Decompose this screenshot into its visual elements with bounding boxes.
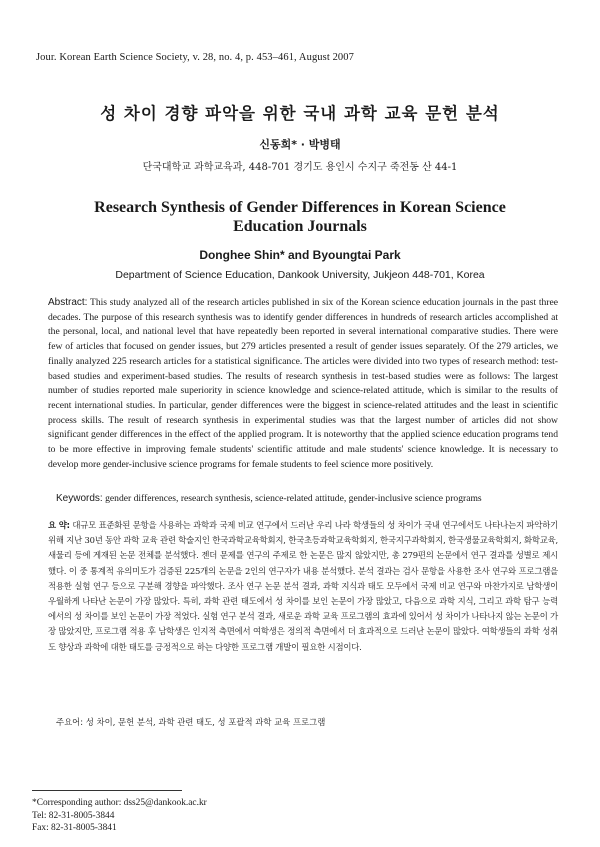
korean-abstract-text: 대규모 표준화된 문항을 사용하는 과학과 국제 비교 연구에서 드러난 우리 나라 학생들의 성 차이가 국내 연구에서도 나타나는지 파악하기 위해 지난 30년 동안 과학 교육 관련 학술지인 한국과학교육학회지, 한국초등과학교육학회지, 한국지구과학회지, 한국생물교육학회지, 화학교육, 새물리 등에 게재된 논문 전체를 분석했다. 젠더 문제를 연구의 주제로 한 논문은 많지 않았지만, 총 279편의 논문에서 연구 결과를 성별로 제시했다. 이 중 통계적 유의미도가 검증된 225개의 논문을 2인의 연구자가 내용 분석했다. 분석 결과는 검사 문항을 사용한 조사 연구와 프로그램을 적용한 실험 연구 등으로 구분해 경향을 파악했다. 조사 연구 논문 분석 결과, 과학 지식과 태도 모두에서 국제 비교 연구와 마찬가지로 남학생이 우월하게 나타난 논문이 가장 많았다. 특히, 과학 관련 태도에서 성 차이를 보인 논문이 가장 많았고, 다음으로 과학 지식, 그리고 과학 탐구 능력에서의 성 차이를 보인 논문이 가장 적었다. 실험 연구 분석 결과, 새로운 과학 교육 프로그램의 효과에 있어서 성 차이가 나타나지 않는 논문이 가장 많았지만, 프로그램 적용 후 남학생은 인지적 측면에서 여학생은 정의적 측면에서 더 효과적으로 드러난 논문이 많았다. 여학생들의 과학 성취도 향상과 과학에 대한 태도를 긍정적으로 하는 다양한 프로그램 개발이 필요한 시점이다.	[48, 520, 558, 652]
english-authors: Donghee Shin* and Byoungtai Park	[199, 248, 401, 262]
korean-abstract	[48, 518, 558, 655]
journal-citation: Jour. Korean Earth Science Society, v. 28, no. 4, p. 453–461, August 2007	[36, 52, 354, 63]
footnote-divider	[32, 790, 182, 791]
korean-title: 성 차이 경향 파악을 위한 국내 과학 교육 문헌 분석	[100, 104, 500, 123]
korean-authors: 신동희* · 박병태	[259, 138, 341, 151]
korean-keywords-label: 주요어:	[56, 717, 84, 727]
korean-affiliation: 단국대학교 과학교육과, 448-701 경기도 용인시 수지구 죽전동 산 44-1	[142, 162, 458, 173]
korean-abstract-label: 요 약:	[48, 520, 70, 530]
keywords-text: gender differences, research synthesis, science-related attitude, gender-inclusive science programs	[105, 493, 482, 504]
abstract-label: Abstract:	[48, 297, 88, 308]
abstract-text: This study analyzed all of the research articles published in six of the Korean science education journals in the past three decades. The purpose of this research synthesis was to identify gender differences in hundreds of research articles accomplished at the personal, local, and national level that have repeatedly been reported in several international comparative studies. There were few of articles that focused on gender issues, but 279 articles presented a result of gender issues separately. Of the 279 articles, we finally analyzed 225 research articles for a statistical significance. The articles were divided into two types of research method: test-based studies and experiment-based studies. The results of research synthesis in test-based studies were as follows: The largest number of studies reported male superiority in science knowledge and science-related attitude, which is similar to the results of recent international studies. In particular, gender differences were the biggest in science-related attitudes and the least in scientific process skills. The result of research synthesis in experimental studies was that the largest number of articles did not show significant gender differences in the effect of the applied program. It is noteworthy that the applied science education programs tend to be more effective in improving female students' scientific attitude and male students' science knowledge. It is necessary to develop more gender-inclusive science programs for female students to feel science more positively.	[48, 297, 558, 470]
english-title: Research Synthesis of Gender Differences in Korean Science Education Journals	[94, 199, 506, 235]
english-keywords	[56, 492, 561, 505]
keywords-label: Keywords:	[56, 493, 103, 504]
fax: Fax: 82-31-8005-3841	[32, 823, 117, 833]
corresponding-author: *Corresponding author: dss25@dankook.ac.kr	[32, 798, 207, 808]
english-abstract	[48, 296, 558, 472]
english-affiliation: Department of Science Education, Dankook University, Jukjeon 448-701, Korea	[115, 269, 485, 281]
korean-keywords	[56, 716, 561, 729]
telephone: Tel: 82-31-8005-3844	[32, 810, 115, 821]
footnotes	[32, 797, 332, 835]
korean-keywords-text: 성 차이, 문헌 분석, 과학 관련 태도, 성 포괄적 과학 교육 프로그램	[85, 717, 326, 727]
